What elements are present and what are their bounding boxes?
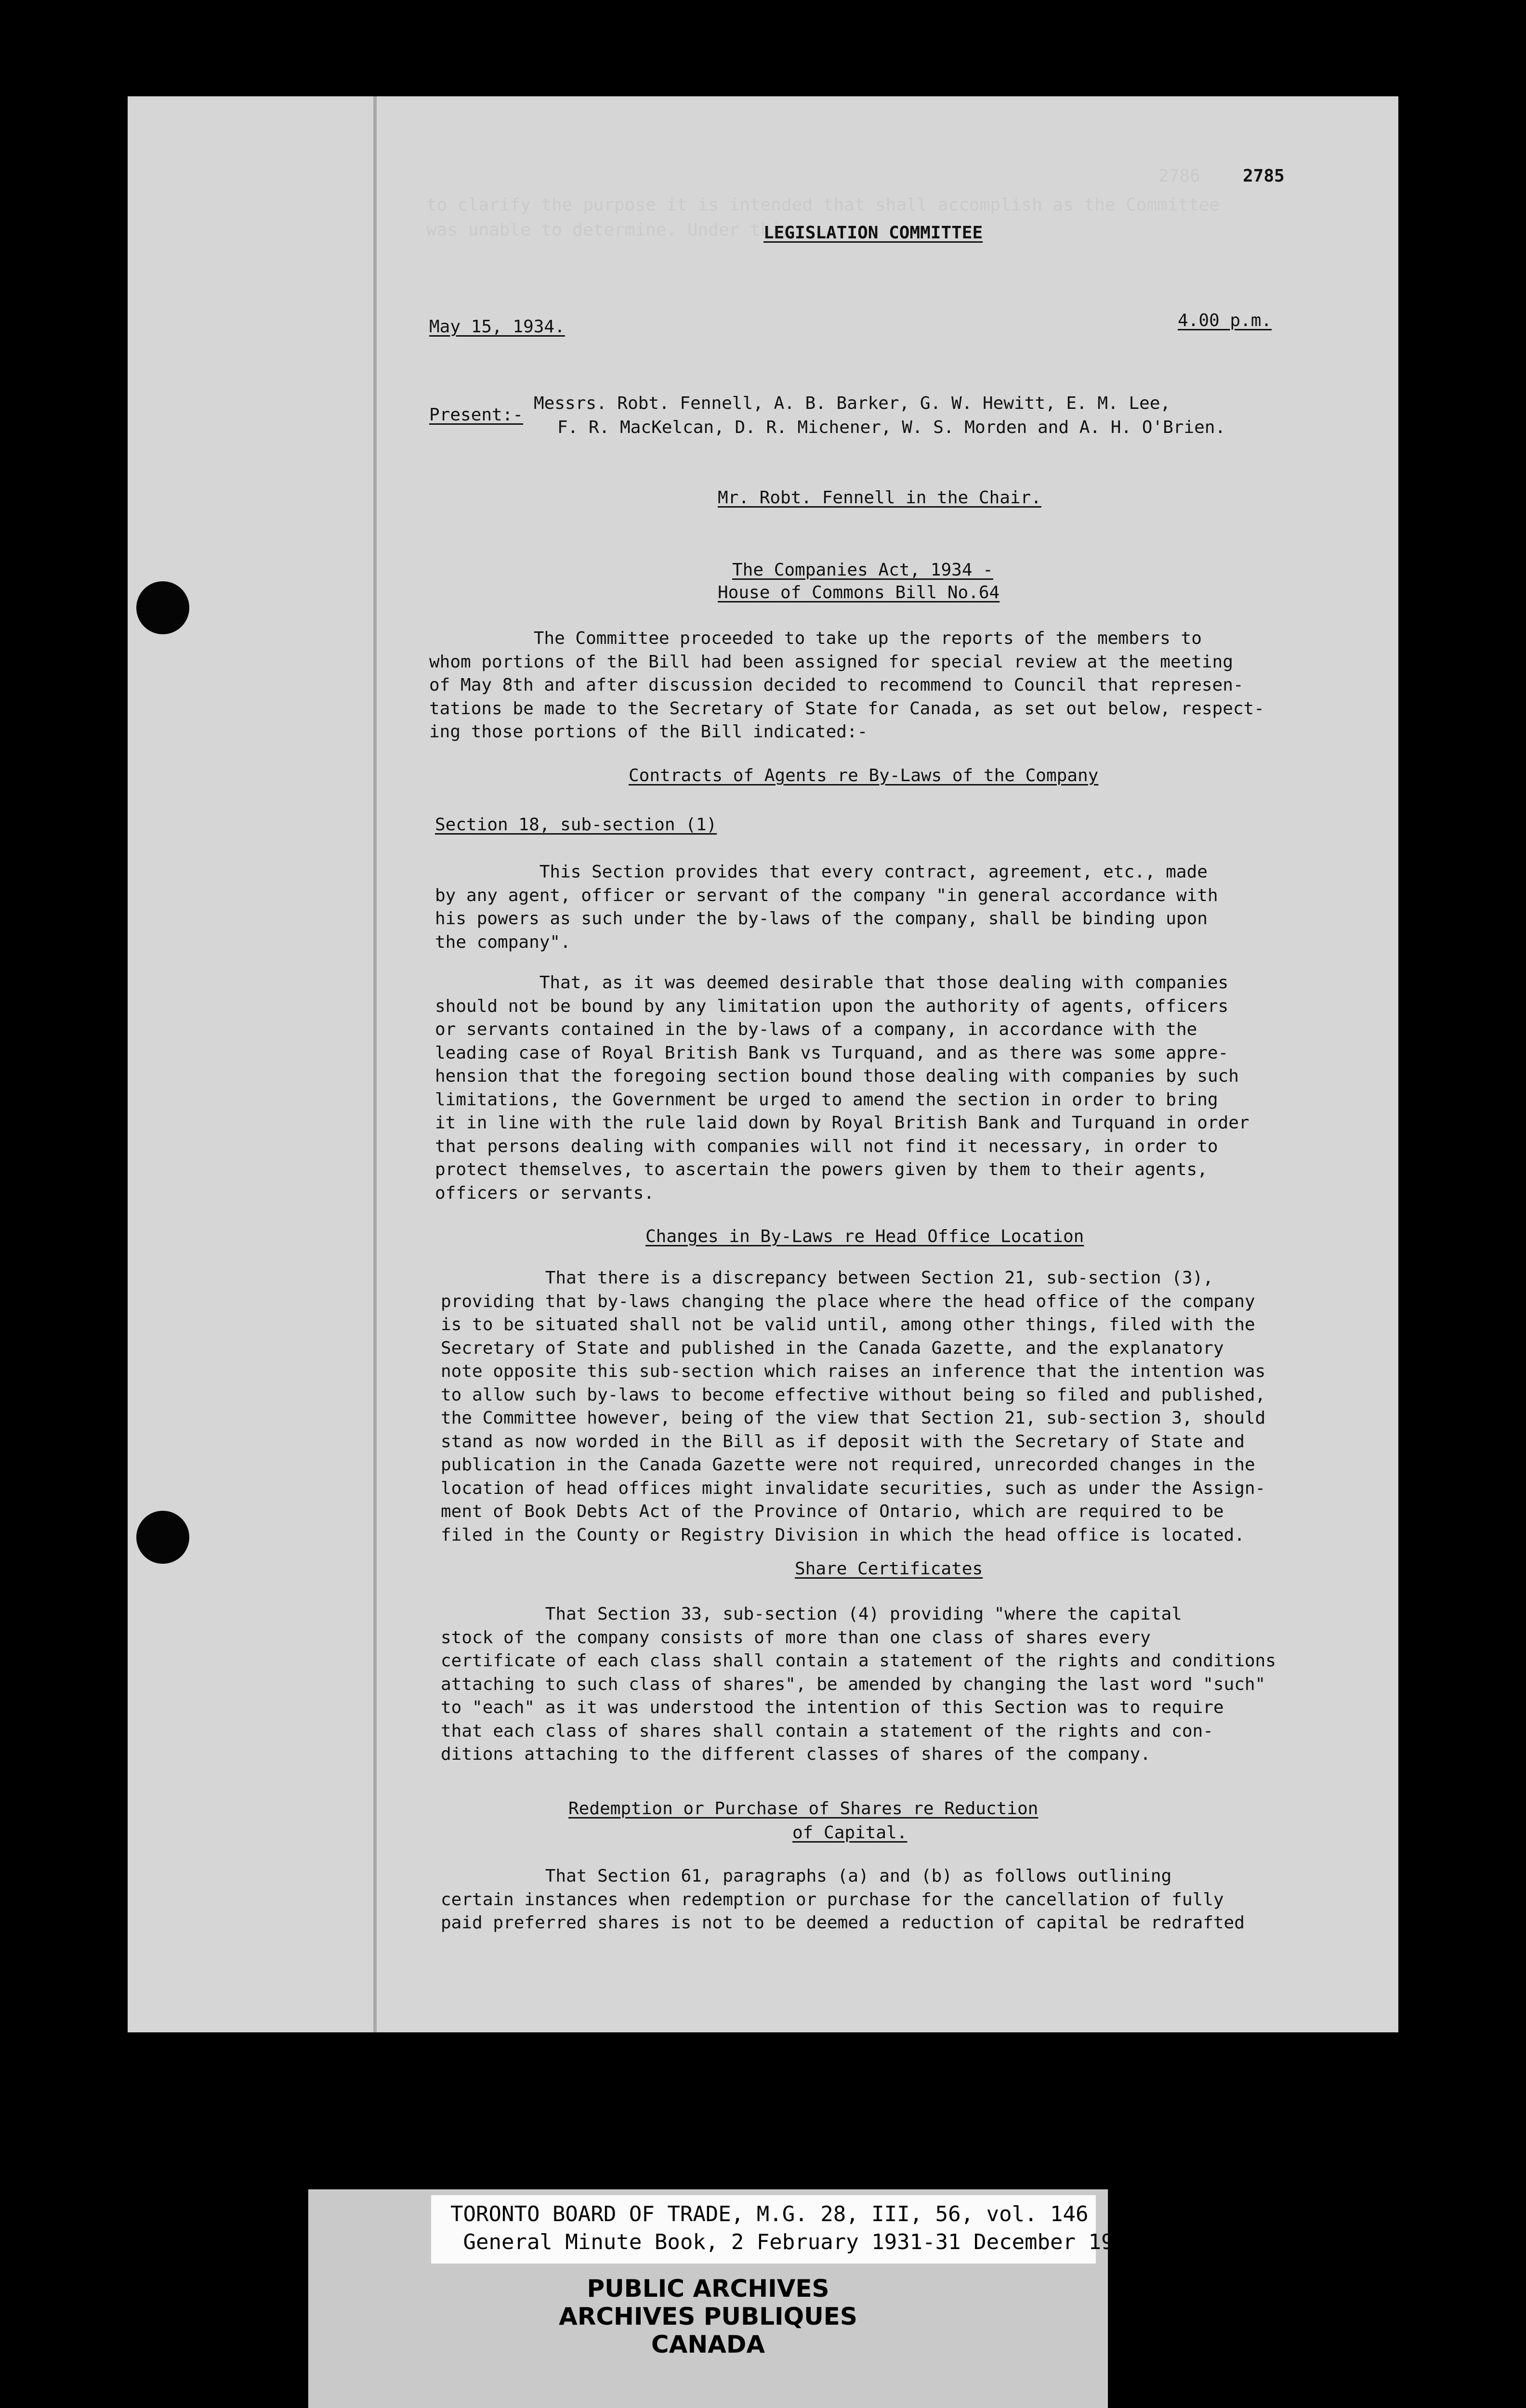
redemption-paragraph: That Section 61, paragraphs (a) and (b) as follows outlining certain instances when redemption or purchase for the cancellation of fully paid preferred shares is not to be deemed a reduction of capital be redrafted: [441, 1866, 1245, 1933]
heading-contracts-of-agents: Contracts of Agents re By-Laws of the Company: [629, 766, 1099, 785]
heading-share-certificates: Share Certificates: [795, 1559, 983, 1579]
archive-name-line-1: PUBLIC ARCHIVES: [587, 2275, 829, 2303]
ghost-page-number: 2786: [1158, 166, 1200, 186]
act-title-line-2: House of Commons Bill No.64: [718, 583, 1000, 602]
heading-redemption-line-2: of Capital.: [792, 1823, 908, 1843]
section-18-paragraph: This Section provides that every contract, agreement, etc., made by any agent, officer or servant of the company "in general accordance with his powers as such under the by-laws of the company, shall be binding upon the company".: [435, 862, 1218, 952]
meeting-date: May 15, 1934.: [429, 317, 565, 337]
page-number: 2785: [1243, 166, 1285, 186]
committee-title: LEGISLATION COMMITTEE: [763, 223, 983, 243]
punch-hole-top: [136, 581, 189, 634]
meeting-time: 4.00 p.m.: [1178, 311, 1272, 330]
present-members-line-2: F. R. MacKelcan, D. R. Michener, W. S. Morden and A. H. O'Brien.: [557, 418, 1226, 437]
contracts-resolution-paragraph: That, as it was deemed desirable that those dealing with companies should not be bound by any limitation upon the authority of agents, officers or servants contained in the by-laws of a company, in accordance with the leading case of Royal British Bank vs Turquand, and as there was some appre- hension that the foregoing section bound those dealing with companies by such limitations, the Government be urged to amend the section in order to bring it in line with the rule laid down by Royal British Bank and Turquand in order that persons dealing with companies will not find it necessary, in order to protect themselves, to ascertain the powers given by them to their agents, officers or servants.: [435, 973, 1250, 1203]
act-title-line-1: The Companies Act, 1934 -: [732, 560, 993, 580]
share-certificates-paragraph: That Section 33, sub-section (4) providing "where the capital stock of the company consists of more than one class of shares every certificate of each class shall contain a statement of the rights and conditions attaching to such class of shares", be amended by changing the last word "such" to "each" as it was understood the intention of this Section was to require that each class of shares shall contain a statement of the rights and con- ditions attaching to the different classes of shares of the company.: [441, 1604, 1276, 1764]
ghost-text-line-2: was unable to determine. Under this: [426, 220, 792, 240]
intro-paragraph: The Committee proceeded to take up the reports of the members to whom portions of the Bill had been assigned for special review at the meeting of May 8th and after discussion decided to recommend to Council that represen- tations be made to the Secretary of State for Canada, as set out below, respect- ing those portions of the Bill indicated:-: [429, 628, 1264, 742]
minute-page: [128, 96, 1398, 2032]
punch-hole-bottom: [136, 1511, 189, 1564]
present-members-line-1: Messrs. Robt. Fennell, A. B. Barker, G. W. Hewitt, E. M. Lee,: [534, 393, 1171, 413]
archive-reference-box: [431, 2195, 1140, 2264]
archive-name-line-2: ARCHIVES PUBLIQUES: [559, 2303, 857, 2330]
bylaws-paragraph: That there is a discrepancy between Section 21, sub-section (3), providing that by-laws changing the place where the head office of the company is to be situated shall not be valid until, among other things, filed with the Secretary of State and published in the Canada Gazette, and the explanatory note opposite this sub-section which raises an inference that the intention was to allow such by-laws to become effective without being so filed and published, the Committee however, being of the view that Section 21, sub-section 3, should stand as now worded in the Bill as if deposit with the Secretary of State and publication in the Canada Gazette were not required, unrecorded changes in the location of head offices might invalidate securities, such as under the Assign- ment of Book Debts Act of the Province of Ontario, which are required to be filed in the County or Registry Division in which the head office is located.: [441, 1268, 1266, 1545]
ghost-text-line-1: to clarify the purpose it is intended that shall accomplish as the Committee: [426, 195, 1220, 215]
margin-line: [373, 96, 377, 2032]
archive-name-line-3: CANADA: [651, 2330, 765, 2358]
heading-redemption-line-1: Redemption or Purchase of Shares re Reduction: [568, 1799, 1039, 1819]
section-18-heading: Section 18, sub-section (1): [435, 815, 717, 835]
archive-reference-line-1: TORONTO BOARD OF TRADE, M.G. 28, III, 56, vol. 146: [450, 2202, 1089, 2226]
chair-statement: Mr. Robt. Fennell in the Chair.: [718, 488, 1041, 508]
heading-bylaws-head-office: Changes in By-Laws re Head Office Location: [645, 1227, 1084, 1246]
archive-reference-line-2: General Minute Book, 2 February 1931-31 December 1934: [450, 2230, 1140, 2254]
present-label: Present:-: [429, 405, 524, 425]
